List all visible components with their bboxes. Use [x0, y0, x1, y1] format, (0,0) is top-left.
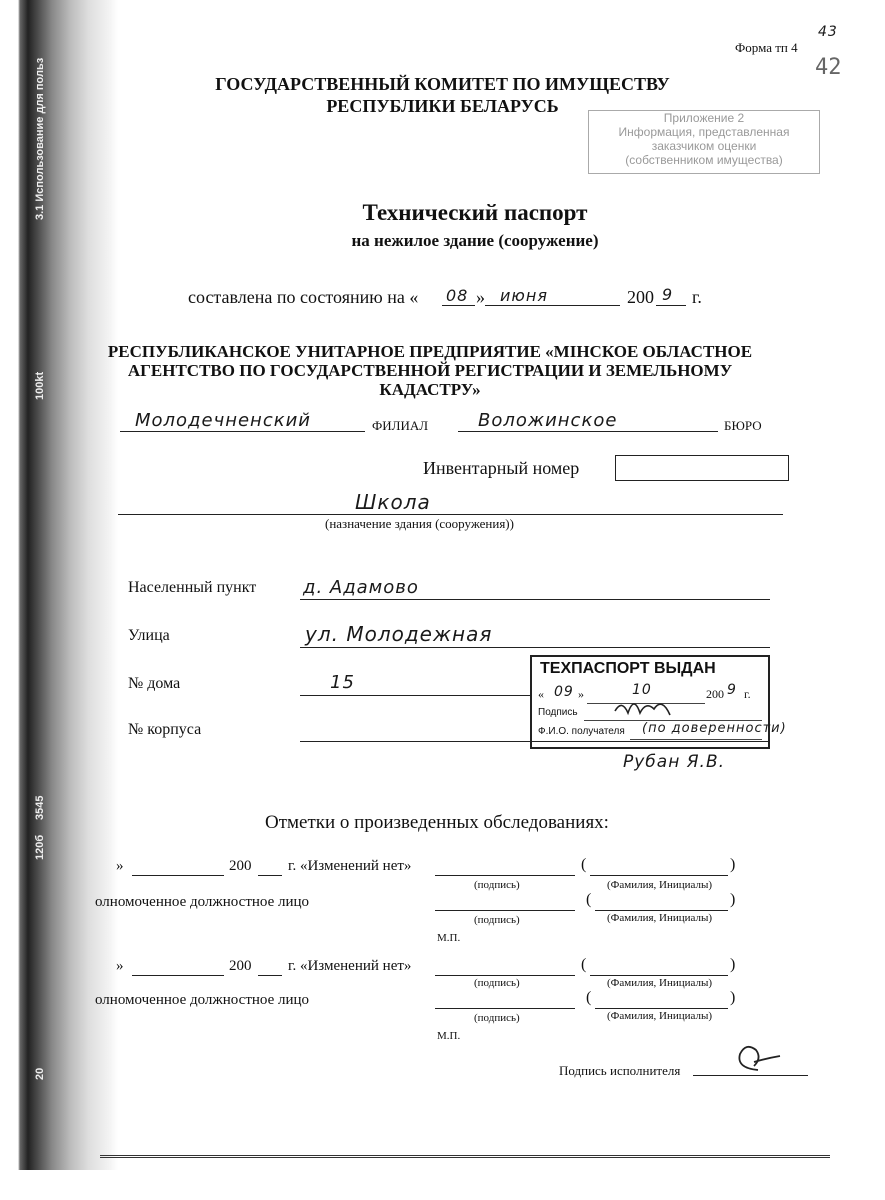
- issued-stamp: ТЕХПАСПОРТ ВЫДАН « 09 » 10 200 9 г. Подпись Ф.И.О. получателя (по доверенности): [530, 655, 770, 749]
- date-year-digit: 9: [662, 285, 674, 304]
- binding-strip-text-mid1: 100kt: [34, 371, 46, 400]
- issued-date-suffix: г.: [744, 687, 751, 701]
- building-number-label: № корпуса: [128, 721, 202, 738]
- survey-year-prefix: 200: [229, 958, 252, 974]
- street-label: Улица: [128, 627, 170, 644]
- organization-line-3: КАДАСТРУ»: [379, 380, 481, 399]
- survey-no-changes: г. «Изменений нет»: [288, 858, 412, 874]
- issued-signature-label: Подпись: [538, 707, 578, 718]
- inventory-number-box: [615, 455, 789, 481]
- issued-date-day: 09: [554, 684, 574, 700]
- document-title: Технический паспорт: [362, 200, 588, 225]
- survey-signature-caption: (подпись): [474, 977, 520, 989]
- survey-signature-caption: (подпись): [474, 879, 520, 891]
- issued-stamp-title: ТЕХПАСПОРТ ВЫДАН: [540, 660, 716, 677]
- street-value: ул. Молодежная: [305, 622, 493, 646]
- branch-value: Молодечненский: [135, 410, 311, 431]
- appendix-line-4: (собственником имущества): [625, 153, 783, 167]
- survey-name-caption-2: (Фамилия, Инициалы): [607, 912, 713, 924]
- issued-recipient-name: Рубан Я.В.: [623, 752, 726, 772]
- bottom-rule: [100, 1155, 830, 1158]
- committee-line-2: РЕСПУБЛИКИ БЕЛАРУСЬ: [326, 96, 559, 116]
- issued-date-month: 10: [632, 682, 652, 698]
- binding-strip-text-mid2: 3545: [34, 795, 46, 820]
- date-year-suffix: г.: [692, 287, 702, 307]
- survey-seal-mark: М.П.: [437, 932, 461, 944]
- survey-name-caption: (Фамилия, Инициалы): [607, 879, 713, 891]
- issued-recipient-value: (по доверенности): [642, 721, 787, 736]
- survey-official-label: олномоченное должностное лицо: [95, 992, 310, 1008]
- issued-signature-icon: [610, 691, 680, 721]
- survey-official-label: олномоченное должностное лицо: [95, 894, 310, 910]
- binding-strip-text-mid3: 120б: [34, 834, 46, 860]
- survey-signature-caption-2: (подпись): [474, 1012, 520, 1024]
- corner-mark: 43: [818, 24, 838, 40]
- binding-strip-text-bottom: 20: [34, 1067, 46, 1080]
- form-label: Форма тп 4: [735, 40, 798, 55]
- survey-name-caption: (Фамилия, Инициалы): [607, 977, 713, 989]
- locality-label: Населенный пункт: [128, 579, 257, 596]
- organization-line-2: АГЕНТСТВО ПО ГОСУДАРСТВЕННОЙ РЕГИСТРАЦИИ И ЗЕМЕЛЬНОМУ: [127, 361, 733, 380]
- executor-signature-label: Подпись исполнителя: [559, 1063, 681, 1078]
- survey-date-close: »: [116, 858, 124, 874]
- house-number-label: № дома: [128, 675, 181, 692]
- executor-signature-icon: [728, 1040, 788, 1076]
- issued-date-year-digit: 9: [727, 682, 737, 698]
- date-day: 08: [446, 286, 469, 305]
- surveys-heading: Отметки о произведенных обследованиях:: [265, 812, 609, 833]
- organization-name: [100, 342, 760, 399]
- locality-value: д. Адамово: [303, 577, 419, 598]
- survey-year-prefix: 200: [229, 858, 252, 874]
- date-close-quote: »: [476, 287, 485, 307]
- organization-line-1: РЕСПУБЛИКАНСКОЕ УНИТАРНОЕ ПРЕДПРИЯТИЕ «МІНСКОЕ ОБЛАСТНОЕ: [107, 342, 753, 361]
- bureau-label: БЮРО: [724, 418, 762, 433]
- bureau-value: Воложинское: [478, 410, 618, 431]
- date-year-prefix: 200: [627, 287, 654, 307]
- binding-strip-text-top: 3.1 Использование для польз: [34, 57, 46, 220]
- purpose-caption: (назначение здания (сооружения)): [325, 516, 514, 531]
- date-prefix: составлена по состоянию на «: [188, 287, 419, 307]
- date-month: июня: [500, 286, 548, 305]
- survey-signature-caption-2: (подпись): [474, 914, 520, 926]
- purpose-value: Школа: [355, 490, 431, 514]
- survey-date-close: »: [116, 958, 124, 974]
- page-number: 42: [815, 55, 842, 80]
- appendix-line-1: Приложение 2: [663, 111, 745, 125]
- branch-label: ФИЛИАЛ: [372, 418, 429, 433]
- issued-recipient-label: Ф.И.О. получателя: [538, 726, 625, 737]
- appendix-line-3: заказчиком оценки: [651, 139, 757, 153]
- survey-no-changes: г. «Изменений нет»: [288, 958, 412, 974]
- document-subtitle: на нежилое здание (сооружение): [351, 231, 599, 250]
- appendix-stamp: [588, 110, 820, 174]
- appendix-line-2: Информация, представленная: [618, 125, 790, 139]
- survey-name-caption-2: (Фамилия, Инициалы): [607, 1010, 713, 1022]
- house-number-value: 15: [330, 672, 355, 693]
- committee-line-1: ГОСУДАРСТВЕННЫЙ КОМИТЕТ ПО ИМУЩЕСТВУ: [215, 74, 670, 94]
- inventory-label: Инвентарный номер: [423, 458, 580, 478]
- issued-date-year-prefix: 200: [706, 687, 724, 701]
- survey-seal-mark: М.П.: [437, 1030, 461, 1042]
